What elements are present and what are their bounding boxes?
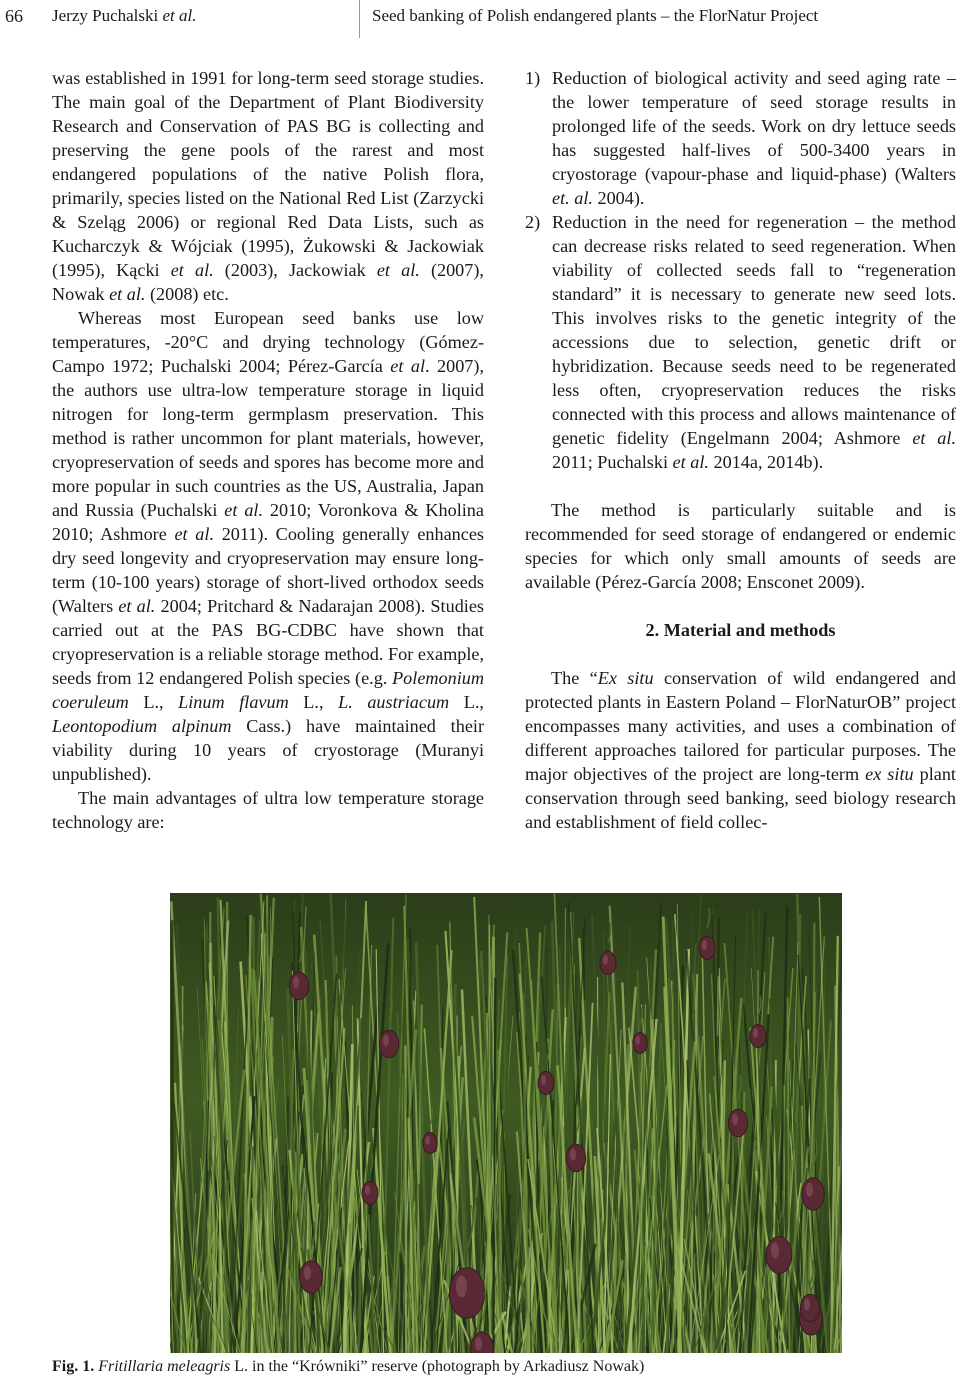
right-column bbox=[525, 66, 956, 834]
meadow-photo-image bbox=[170, 893, 842, 1353]
paragraph-intro: was established in 1991 for long-term seed storage studies. The main goal of the Department of Plant Biodiversity Research and Conservation of PAS BG is collecting and preserving the gene pools of the rarest and most endangered populations of the native Polish flora, primarily, species listed on the National Red List (Zarzycki & Szeląg 2006) or regional Red Data Lists, such as Kucharczyk & Wójciak (1995), Żukowski & Jackowiak (1995), Kącki et al. (2003), Jackowiak et al. (2007), Nowak et al. (2008) etc. bbox=[52, 68, 484, 304]
header-divider bbox=[359, 0, 360, 38]
left-column bbox=[52, 66, 484, 834]
page-header bbox=[0, 0, 960, 42]
paragraph-method-suitability: The method is particularly suitable and is recommended for seed storage of endangered or endemic species for which only small amounts of seeds are available (Pérez-García 2008; Ensconet 2009). bbox=[525, 500, 956, 592]
advantages-list bbox=[525, 66, 956, 474]
page-number: 66 bbox=[5, 6, 23, 26]
paragraph-advantages-intro: The main advantages of ultra low temperature storage technology are: bbox=[52, 788, 484, 832]
section-heading: 2. Material and methods bbox=[645, 620, 836, 640]
running-head-title: Seed banking of Polish endangered plants – the FlorNatur Project bbox=[372, 6, 819, 25]
figure-caption: Fig. 1. Fritillaria meleagris L. in the “Krówniki” reserve (photograph by Arkadiusz Nowak) bbox=[52, 1358, 645, 1375]
list-item: 2) Reduction in the need for regeneration – the method can decrease risks related to seed regeneration. When viability of collected seeds fall to “regeneration standard” it is necessary to generate new seed lots. This involves risks to the genetic integrity of the accessions due to selection, genetic drift or hybridization. Because seeds need to be regenerated less often, cryopreservation reduces the risks connected with this process and allows maintenance of genetic fidelity (Engelmann 2004; Ashmore et al. 2011; Puchalski et al. 2014a, 2014b). bbox=[525, 212, 956, 472]
paragraph-cryopreservation: Whereas most European seed banks use low temperatures, -20°C and drying technology (Gómez-Campo 1972; Puchalski 2004; Pérez-García et al. 2007), the authors use ultra-low temperature storage in liquid nitrogen for long-term germplasm preservation. This method is rather uncommon for plant materials, however, cryopreservation of seeds and spores has become more and more popular in such countries as the US, Australia, Japan and Russia (Puchalski et al. 2010; Voronkova & Kholina 2010; Ashmore et al. 2011). Cooling generally enhances dry seed longevity and cryopreservation may ensure long-term (10-100 years) storage of short-lived orthodox seeds (Walters et al. 2004; Pritchard & Nadarajan 2008). Studies carried out at the PAS BG-CDBC have shown that cryopreservation is a reliable storage method. For example, seeds from 12 endangered Polish species (e.g. Polemonium coeruleum L., Linum flavum L., L. austriacum L., Leontopodium alpinum Cass.) have maintained their viability during 10 years of cryostorage (Muranyi unpublished). bbox=[52, 308, 485, 784]
paragraph-project: The “Ex situ conservation of wild endangered and protected plants in Eastern Poland – FlorNaturOB” project encompasses many activities, and uses a combination of different approaches tailored for particular purposes. The major objectives of the project are long-term ex situ plant conservation through seed banking, seed biology research and establishment of field collec- bbox=[525, 668, 956, 832]
running-head-authors: Jerzy Puchalski et al. bbox=[52, 6, 197, 25]
list-item: 1) Reduction of biological activity and seed aging rate – the lower temperature of seed storage results in prolonged life of the seeds. Work on dry lettuce seeds has suggested half-lives of 500-3400 years in cryostorage (vapour-phase and liquid-phase) (Walters et. al. 2004). bbox=[525, 68, 956, 208]
figure-photo bbox=[170, 893, 842, 1353]
